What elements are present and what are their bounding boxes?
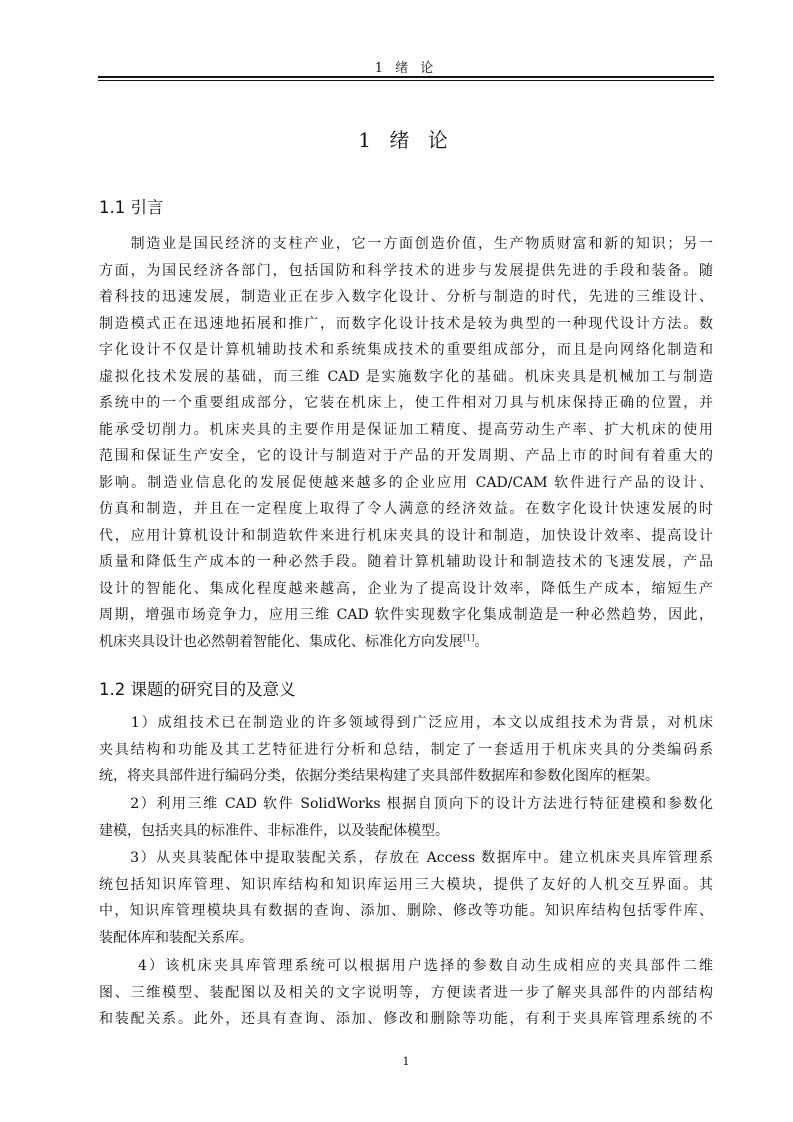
text-line: 2）利用三维 CAD 软件 SolidWorks 根据自顶向下的设计方法进行特征建模和参数化 [99,796,713,812]
section-1-1-paragraph [99,231,713,655]
text-fragment: 。 [474,633,489,650]
section-title-1-1: 1.1 引言 [99,198,164,217]
text-line: 字化设计不仅是计算机辅助技术和系统集成技术的重要组成部分，而且是向网络化制造和 [99,342,713,358]
text-line: 4）该机床夹具库管理系统可以根据用户选择的参数自动生成相应的夹具部件二维 [99,958,713,974]
text-line: 1）成组技术已在制造业的许多领域得到广泛应用，本文以成组技术为背景，对机床 [99,715,713,731]
text-line: 中，知识库管理模块具有数据的查询、添加、删除、修改等功能。知识库结构包括零件库、 [99,903,713,919]
text-line: 制造业是国民经济的支柱产业，它一方面创造价值，生产物质财富和新的知识；另一 [99,236,713,252]
section-title-1-2: 1.2 课题的研究目的及意义 [99,680,296,699]
header-rule-thick [98,76,714,78]
text-line: 统，将夹具部件进行编码分类，依据分类结果构建了夹具部件数据库和参数化图库的框架。 [99,768,659,784]
list-item-2 [99,791,713,844]
text-line: 范围和保证生产安全，它的设计与制造对于产品的开发周期、产品上市的时间有着重大的 [99,448,713,464]
text-fragment: 机床夹具设计也必然朝着智能化、集成化、标准化方向发展 [99,633,463,650]
text-line: 着科技的迅速发展，制造业正在步入数字化设计、分析与制造的时代，先进的三维设计、 [99,289,713,305]
header-rule-thin [98,80,714,81]
text-line: 3）从夹具装配体中提取装配关系，存放在 Access 数据库中。建立机床夹具库管理系 [99,850,713,866]
citation-ref: [1] [463,632,475,642]
list-item-4 [99,953,713,1033]
text-line: 制造模式正在迅速地拓展和推广，而数字化设计技术是较为典型的一种现代设计方法。数 [99,315,713,332]
text-line: 建模，包括夹具的标准件、非标准件，以及装配体模型。 [99,822,449,839]
text-line: 能承受切削力。机床夹具的主要作用是保证加工精度、提高劳动生产率、扩大机床的使用 [99,421,713,438]
text-line: 影响。制造业信息化的发展促使越来越多的企业应用 CAD/CAM 软件进行产品的设计、 [99,474,713,491]
chapter-title: 1 绪 论 [358,128,454,152]
text-line: 统包括知识库管理、知识库结构和知识库运用三大模块，提供了友好的人机交互界面。其 [99,876,713,893]
list-item-1 [99,710,713,790]
text-line: 虚拟化技术发展的基础，而三维 CAD 是实施数字化的基础。机床夹具是机械加工与制造 [99,368,713,385]
text-line: 装配体库和装配关系库。 [99,929,253,946]
text-line: 图、三维模型、装配图以及相关的文字说明等，方便读者进一步了解夹具部件的内部结构 [99,984,713,1001]
text-line: 质量和降低生产成本的一种必然手段。随着计算机辅助设计和制造技术的飞速发展，产品 [99,554,713,570]
text-line: 仿真和制造，并且在一定程度上取得了令人满意的经济效益。在数字化设计快速发展的时 [99,501,713,517]
text-line: 系统中的一个重要组成部分，它装在机床上，使工件相对刀具与机床保持正确的位置，并 [99,395,713,411]
text-line: 代，应用计算机设计和制造软件来进行机床夹具的设计和制造，加快设计效率、提高设计 [99,527,713,544]
list-item-3 [99,845,713,951]
text-line: 方面，为国民经济各部门，包括国防和科学技术的进步与发展提供先进的手段和装备。随 [99,262,713,279]
text-line: 夹具结构和功能及其工艺特征进行分析和总结，制定了一套适用于机床夹具的分类编码系 [99,741,713,758]
text-line [99,629,713,656]
text-line: 周期，增强市场竞争力，应用三维 CAD 软件实现数字化集成制造是一种必然趋势，因此， [99,607,713,623]
page-number: 1 [402,1055,410,1068]
text-line: 和装配关系。此外，还具有查询、添加、修改和删除等功能，有利于夹具库管理系统的不 [99,1011,713,1027]
text-line: 设计的智能化、集成化程度越来越高，企业为了提高设计效率，降低生产成本，缩短生产 [99,580,713,597]
running-header: 1 绪 论 [374,61,438,76]
